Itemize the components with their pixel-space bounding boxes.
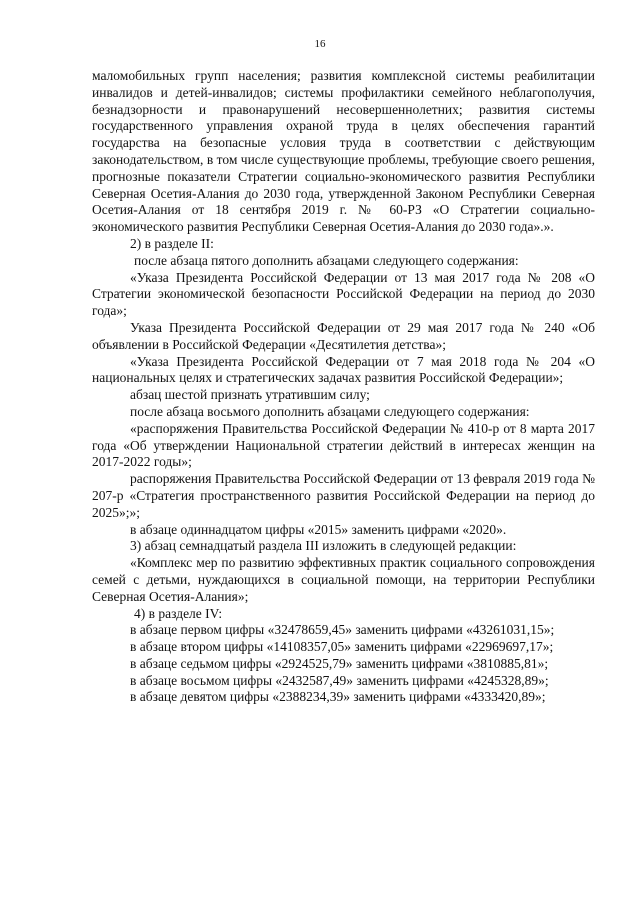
- paragraph: после абзаца восьмого дополнить абзацами следующего содержания:: [130, 403, 530, 419]
- paragraph: в абзаце втором цифры «14108357,05» заменить цифрами «22969697,17»;: [130, 639, 554, 655]
- paragraph: «Указа Президента Российской Федерации от 7 мая 2018 года № 204 «О национальных целях и стратегических задачах развития Российской Федерации»;: [92, 353, 595, 386]
- paragraph: 4) в разделе IV:: [134, 605, 223, 621]
- paragraph: абзац шестой признать утратившим силу;: [130, 387, 370, 403]
- paragraph: «Указа Президента Российской Федерации от 13 мая 2017 года № 208 «О Стратегии экономической безопасности Российской Федерации на период до 2030 года»;: [92, 269, 595, 319]
- page-number: 16: [314, 38, 326, 50]
- document-body: [92, 68, 595, 706]
- paragraph: в абзаце седьмом цифры «2924525,79» заменить цифрами «3810885,81»;: [130, 655, 549, 671]
- paragraph: распоряжения Правительства Российской Федерации от 13 февраля 2019 года № 207-р «Стратегия пространственного развития Российской Федерации на период до 2025»;»;: [92, 471, 595, 520]
- paragraph: «распоряжения Правительства Российской Федерации № 410-р от 8 марта 2017 года «Об утверждении Национальной стратегии действий в интересах женщин на 2017-2022 годы»;: [92, 420, 595, 470]
- paragraph: 3) абзац семнадцатый раздела III изложить в следующей редакции:: [130, 538, 517, 554]
- paragraph: в абзаце первом цифры «32478659,45» заменить цифрами «43261031,15»;: [130, 622, 555, 638]
- paragraph: маломобильных групп населения; развития комплексной системы реабилитации инвалидов и детей-инвалидов; системы профилактики семейного неблагополучия, безнадзорности и правонарушений несовершеннолетних; развития системы государственного управления охраной труда в целях обеспечения гарантий государства на безопасные условия труда в соответствии с действующим законодательством, в том числе существующие проблемы, требующие своего решения, прогнозные показатели Стратегии социально-экономического развития Республики Северная Осетия-Алания до 2030 года, утвержденной Законом Республики Северная Осетия-Алания от 18 сентября 2019 г. № 60-РЗ «О Стратегии социально-экономического развития Республики Северная Осетия-Алания до 2030 года».».: [92, 68, 595, 235]
- paragraph: «Комплекс мер по развитию эффективных практик социального сопровождения семей с детьми, нуждающихся в социальной помощи, на территории Республики Северная Осетия-Алания»;: [92, 555, 595, 604]
- paragraph: в абзаце девятом цифры «2388234,39» заменить цифрами «4333420,89»;: [130, 689, 546, 705]
- paragraph: в абзаце одиннадцатом цифры «2015» заменить цифрами «2020».: [130, 521, 507, 537]
- paragraph: после абзаца пятого дополнить абзацами следующего содержания:: [134, 252, 519, 268]
- paragraph: Указа Президента Российской Федерации от 29 мая 2017 года № 240 «Об объявлении в Российской Федерации «Десятилетия детства»;: [92, 319, 595, 352]
- paragraph: в абзаце восьмом цифры «2432587,49» заменить цифрами «4245328,89»;: [130, 672, 549, 688]
- paragraph: 2) в разделе II:: [130, 235, 214, 251]
